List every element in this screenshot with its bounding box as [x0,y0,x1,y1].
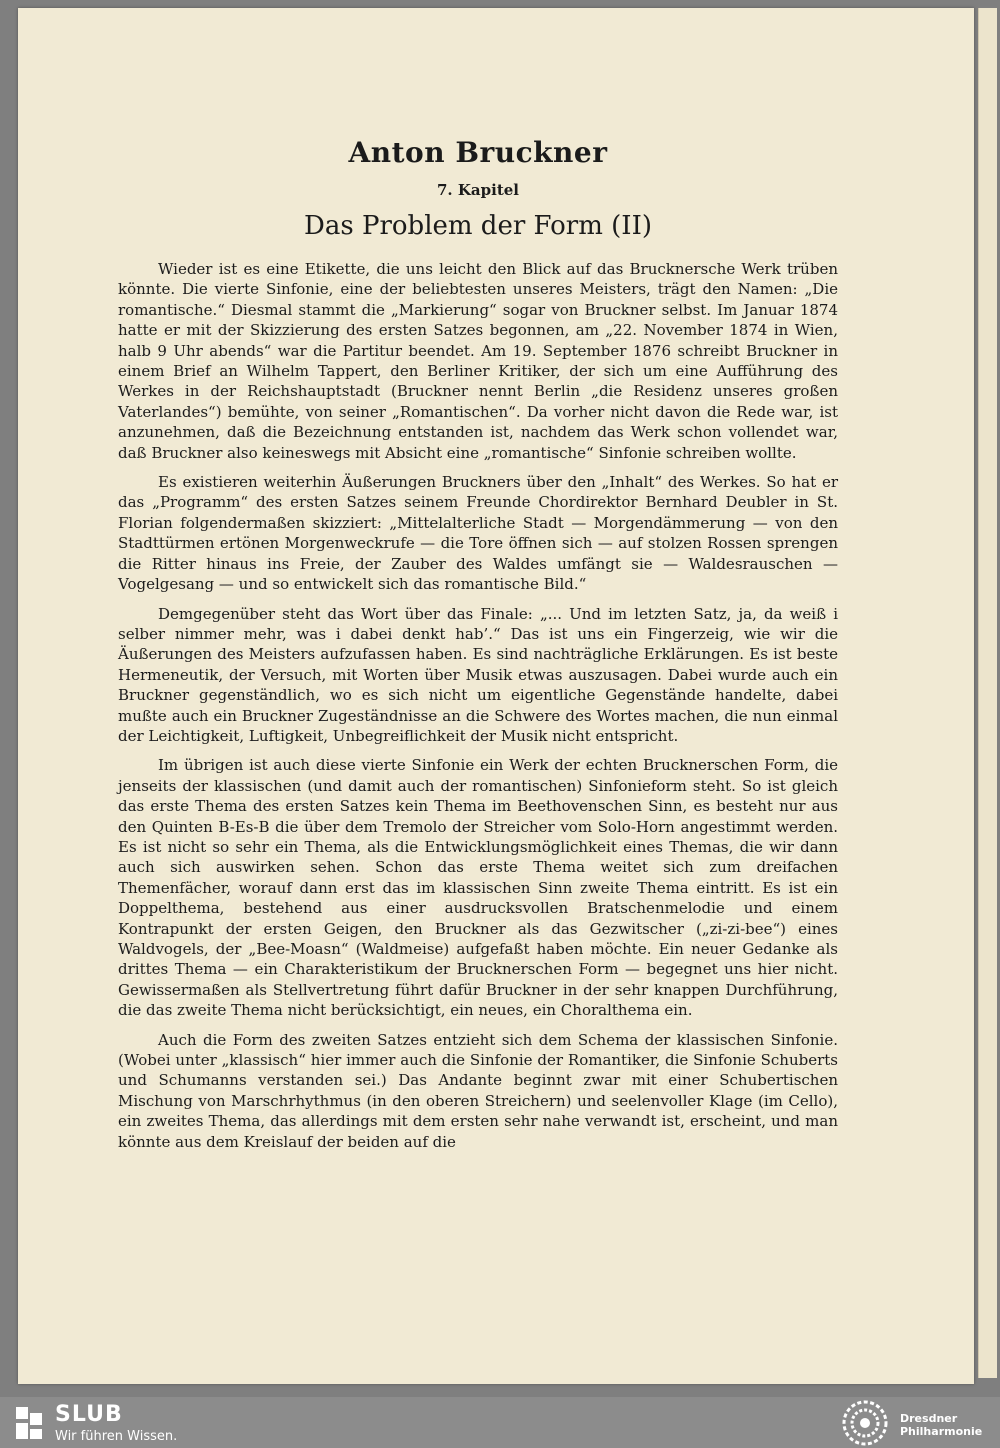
document-body [118,136,838,1161]
paragraph-4: Im übrigen ist auch diese vierte Sinfonie ein Werk der echten Brucknerschen Form, die jenseits der klassischen (und damit auch der romantischen) Sinfonieform steht. So ist gleich das erste Thema des ersten Satzes kein Thema im Beethovenschen Sinn, es besteht nur aus den Quinten B-Es-B die über dem Tremolo der Streicher vom Solo-Horn angestimmt werden. Es ist nicht so sehr ein Thema, als die Entwicklungsmöglichkeit eines Themas, die wir dann auch sich auswirken sehen. Schon das erste Thema weitet sich zum dreifachen Themenfächer, worauf dann erst das im klassischen Sinn zweite Thema eintritt. Es ist ein Doppelthema, bestehend aus einer ausdrucksvollen Bratschenmelodie und einem Kontrapunkt der ersten Geigen, den Bruckner als das Gezwitscher („zi-zi-bee“) eines Waldvogels, der „Bee-Moasn“ (Waldmeise) aufgefaßt haben möchte. Ein neuer Gedanke als drittes Thema — ein Charakteristikum der Brucknerschen Form — begegnet uns hier nicht. Gewissermaßen als Stellvertretung führt dafür Bruckner in der sehr knappen Durchführung, die das zweite Thema nicht berücksichtigt, ein neues, ein Choralthema ein. [118,756,838,1020]
philharmonie-name-line2[interactable]: Philharmonie [900,1425,983,1438]
slub-logo-icon[interactable] [14,1405,44,1441]
page-title: Anton Bruckner [348,136,608,169]
paragraph-5: Auch die Form des zweiten Satzes entzieht sich dem Schema der klassischen Sinfonie. (Wobei unter „klassisch“ hier immer auch die Sinfonie der Romantiker, die Sinfonie Schuberts und Schumanns verstanden sei.) Das Andante beginnt zwar mit einer Schubertischen Mischung von Marschrhythmus (in den oberen Streichern) und seelenvoller Klage (im Cello), ein zweites Thema, das allerdings mit dem ersten sehr nahe verwandt ist, erscheint, und man könnte aus dem Kreislauf der beiden auf die [118,1030,838,1151]
slub-slogan: Wir führen Wissen. [55,1429,178,1444]
chapter-label: 7. Kapitel [437,181,519,199]
paragraph-1: Wieder ist es eine Etikette, die uns leicht den Blick auf das Brucknersche Werk trüben könnte. Die vierte Sinfonie, eine der beliebtesten unseres Meisters, trägt den Namen: „Die romantische.“ Diesmal stammt die „Markierung“ sogar von Bruckner selbst. Im Januar 1874 hatte er mit der Skizzierung des ersten Satzes begonnen, am „22. November 1874 in Wien, halb 9 Uhr abends“ war die Partitur beendet. Am 19. September 1876 schreibt Bruckner in einem Brief an Wilhelm Tappert, den Berliner Kritiker, der sich um eine Aufführung des Werkes in der Reichshauptstadt (Bruckner nennt Berlin „die Residenz unseres großen Vaterlandes“) bemühte, von seiner „Romantischen“. Da vorher nicht davon die Rede war, ist anzunehmen, daß die Bezeichnung entstanden ist, nachdem das Werk schon vollendet war, daß Bruckner also keineswegs mit Absicht eine „romantische“ Sinfonie schreiben wollte. [118,260,838,462]
paragraph-3: Demgegenüber steht das Wort über das Finale: „... Und im letzten Satz, ja, da weiß i selber nimmer mehr, was i dabei denkt hab’.“ Das ist uns ein Fingerzeig, wie wir die Äußerungen des Meisters aufzufassen haben. Es sind nachträgliche Erklärungen. Es ist beste Hermeneutik, der Versuch, mit Worten über Musik etwas auszusagen. Dabei wurde auch ein Bruckner gegenständlich, wo es sich nicht um eigentliche Gegenstände handelte, dabei mußte auch ein Bruckner Zugeständnisse an die Schwere des Wortes machen, die nun einmal der Leichtigkeit, Luftigkeit, Unbegreiflichkeit der Musik nicht entspricht. [118,604,838,745]
philharmonie-name-line1[interactable]: Dresdner [900,1412,958,1425]
next-page-edge [978,8,997,1378]
paragraph-2: Es existieren weiterhin Äußerungen Bruckners über den „Inhalt“ des Werkes. So hat er das „Programm“ des ersten Satzes seinem Freunde Chordirektor Bernhard Deubler in St. Florian folgendermaßen skizziert: „Mittelalterliche Stadt — Morgendämmerung — von den Stadttürmen ertönen Morgenweckrufe — die Tore öffnen sich — auf stolzen Rossen sprengen die Ritter hinaus ins Freie, der Zauber des Waldes umfängt sie — Waldesrauschen — Vogelgesang — und so entwickelt sich das romantische Bild.“ [118,473,838,594]
document-page [18,8,974,1384]
slub-name[interactable]: SLUB [55,1402,123,1427]
philharmonie-logo-icon[interactable] [842,1400,888,1446]
chapter-subtitle: Das Problem der Form (II) [304,211,652,241]
